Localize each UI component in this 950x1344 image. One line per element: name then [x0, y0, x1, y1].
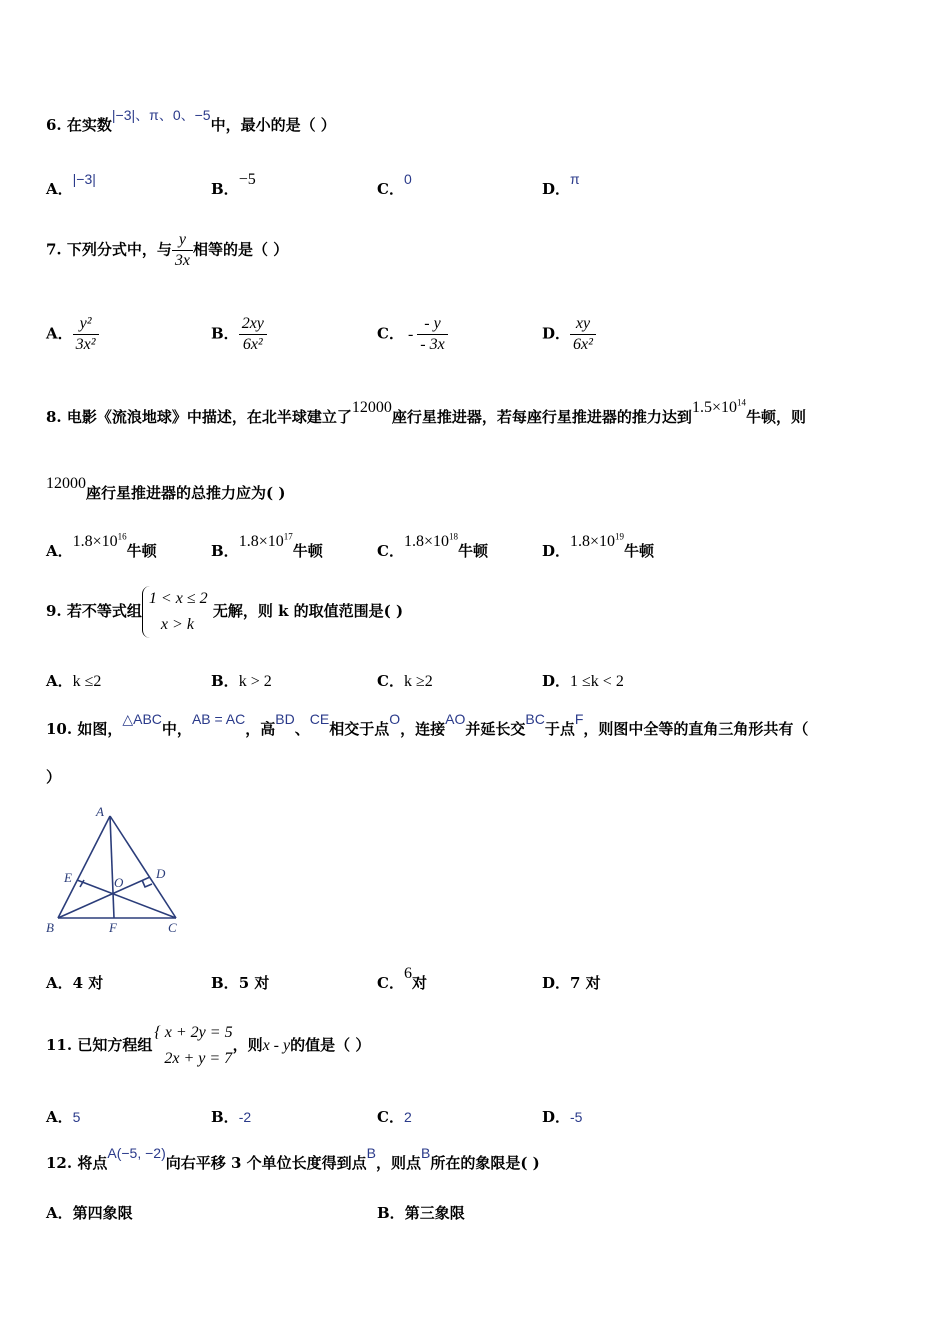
q12-option-b: B．第三象限	[377, 1204, 465, 1222]
label-d: D	[156, 866, 166, 881]
q10-option-a: A．4 对	[46, 974, 104, 992]
q6-option-d: D．π	[542, 171, 580, 198]
q8-option-a: A．$1.8\times 10^{16}$牛顿	[46, 531, 157, 560]
q6-option-b: B．−5	[211, 171, 256, 198]
q6-number-list: |−3|、π、0、−5	[111, 107, 211, 123]
q7-option-d: D． $\frac{xy}{\text{6x²}}$	[542, 314, 596, 355]
label-e: E	[64, 870, 72, 885]
triangle-figure	[42, 800, 192, 940]
altitude-ce	[77, 880, 176, 918]
q9-inequality-system: 1 < x ≤ 2 x > k	[142, 586, 208, 638]
q8-option-b: B．$1.8\times 10^{17}$牛顿	[211, 531, 323, 560]
question-12: 12. 将点A(−5, −2)向右平移 3 个单位长度得到点B，则点B所在的象限是( )	[46, 1145, 540, 1172]
side-ab	[58, 816, 110, 918]
question-11: 11. 已知方程组 { x + 2y = 5 2x + y = 7 ，则x - y的值是（ ）	[46, 1020, 370, 1072]
label-o: O	[114, 875, 124, 890]
q9-option-b: B．k > 2	[211, 672, 272, 690]
question-8-line2: 12000座行星推进器的总推力应为( )	[46, 475, 286, 502]
q10-option-b: B．5 对	[211, 974, 270, 992]
question-6: 6. 在实数|−3|、π、0、−5中，最小的是（ ）	[46, 107, 336, 134]
q7-option-c: C． - $\frac{- y}{- 3x}$	[377, 314, 448, 355]
q8-option-c: C．$1.8\times 10^{18}$牛顿	[377, 531, 488, 560]
q11-option-a: A．5	[46, 1108, 81, 1126]
label-f: F	[109, 920, 117, 935]
q11-option-b: B．-2	[211, 1108, 252, 1126]
q9-option-c: C．k ≥2	[377, 672, 433, 690]
q10-option-c: C．6对	[377, 965, 427, 992]
segment-af	[110, 816, 114, 918]
q6-option-c: C．0	[377, 171, 412, 198]
q7-option-b: B． $\frac{2xy}{\text{6x²}}$	[211, 314, 267, 355]
q12-option-a: A．第四象限	[46, 1204, 133, 1222]
question-7: 7. 下列分式中，与 $\frac{y}{3x}$ 相等的是（ ）	[46, 231, 289, 269]
label-b: B	[46, 920, 54, 935]
label-a: A	[96, 804, 104, 819]
q7-option-a: A． $\frac{\text{y²}}{\text{3x²}}$	[46, 314, 99, 355]
q11-option-d: D．-5	[542, 1108, 583, 1126]
q6-option-a: A．|−3|	[46, 171, 96, 198]
side-ac	[110, 816, 176, 918]
q6-prefix: 在实数	[66, 116, 112, 134]
q11-equation-system: { x + 2y = 5 2x + y = 7	[154, 1024, 233, 1067]
q9-option-a: A．k ≤2	[46, 672, 102, 690]
q7-fraction: $\frac{y}{3x}$	[172, 230, 193, 271]
q9-option-d: D．1 ≤k < 2	[542, 672, 624, 690]
q10-option-d: D．7 对	[542, 974, 601, 992]
question-9: 9. 若不等式组 1 < x ≤ 2 x > k 无解，则 k 的取值范围是( )	[46, 586, 403, 638]
right-angle-d	[142, 880, 152, 887]
question-10-close: ）	[46, 768, 62, 786]
label-c: C	[168, 920, 177, 935]
question-8: 8. 电影《流浪地球》中描述，在北半球建立了12000座行星推进器，若每座行星推进器的推力达到$1.5\times 10^{14}$牛顿，则	[46, 397, 806, 426]
q11-option-c: C．2	[377, 1108, 412, 1126]
question-10: 10. 如图，△ABC中，AB = AC，高BD、CE相交于点O，连接AO并延长交BC于点F，则图中全等的直角三角形共有（	[46, 711, 809, 738]
q8-option-d: D．$1.8\times 10^{19}$牛顿	[542, 531, 655, 560]
